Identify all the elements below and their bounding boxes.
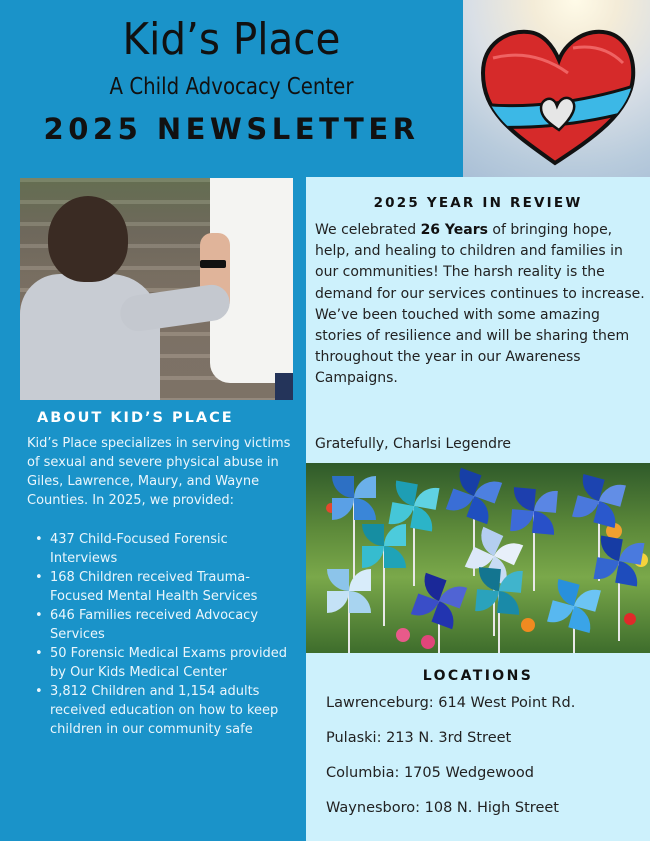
- locations-list: [326, 691, 575, 831]
- review-signature: Gratefully, Charlsi Legendre: [315, 436, 512, 452]
- pinwheel: [416, 578, 462, 624]
- jeans: [275, 373, 293, 400]
- stat-item: • 646 Families received Advocacy Services: [33, 606, 295, 644]
- newsletter-header: [0, 0, 463, 177]
- stat-item: • 168 Children received Trauma-Focused Mental Health Services: [33, 568, 295, 606]
- pinwheel: [361, 523, 407, 569]
- review-text: We celebrated: [315, 222, 421, 238]
- location-item: Waynesboro: 108 N. High Street: [326, 800, 559, 816]
- newsletter-title: 2025 NEWSLETTER: [43, 112, 420, 146]
- stat-item: • 437 Child-Focused Forensic Interviews: [33, 530, 295, 568]
- heart-with-ribbon-icon: [473, 18, 638, 168]
- heart-logo-image: [463, 0, 650, 177]
- review-text: of bringing hope, help, and healing to children and families in our communities! The harsh reality is the demand for our services continues to increase. We’ve been touched with some amazing stories of resilience and will be sharing them throughout the year in our Awareness Campaigns.: [315, 222, 645, 387]
- girl-head: [48, 196, 128, 282]
- about-intro: Kid’s Place specializes in serving victims of sexual and severe physical abuse in Giles, Lawrence, Maury, and Wayne Counties. In 2025, we provided:: [27, 436, 291, 508]
- pinwheel: [511, 488, 557, 534]
- pinwheel: [451, 473, 497, 519]
- girl-figure: [20, 274, 160, 400]
- pinwheel: [331, 475, 377, 521]
- right-panel: [306, 177, 650, 841]
- pinwheel: [476, 568, 522, 614]
- flower: [521, 618, 535, 632]
- org-subtitle: A Child Advocacy Center: [109, 74, 354, 100]
- pinwheel: [551, 583, 597, 629]
- stats-list: [33, 530, 295, 739]
- review-heading: 2025 YEAR IN REVIEW: [373, 195, 583, 211]
- flower: [396, 628, 410, 642]
- org-name: Kid’s Place: [122, 14, 341, 65]
- pinwheel: [576, 478, 622, 524]
- review-body: [315, 220, 647, 390]
- pinwheel: [596, 538, 642, 584]
- flower: [624, 613, 636, 625]
- flower: [421, 635, 435, 649]
- location-item: Pulaski: 213 N. 3rd Street: [326, 730, 512, 746]
- child-photo: [20, 178, 293, 400]
- stat-item: • 50 Forensic Medical Exams provided by Our Kids Medical Center: [33, 644, 295, 682]
- watch: [200, 260, 226, 268]
- review-years-highlight: 26 Years: [420, 222, 488, 238]
- location-item: Lawrenceburg: 614 West Point Rd.: [326, 695, 576, 711]
- about-heading: ABOUT KID’S PLACE: [37, 410, 234, 426]
- pinwheel: [326, 568, 372, 614]
- pinwheel-photo: [306, 463, 650, 653]
- locations-heading: LOCATIONS: [422, 668, 534, 684]
- location-item: Columbia: 1705 Wedgewood: [326, 765, 535, 781]
- stat-item: • 3,812 Children and 1,154 adults received education on how to keep children in our community safe: [33, 682, 295, 739]
